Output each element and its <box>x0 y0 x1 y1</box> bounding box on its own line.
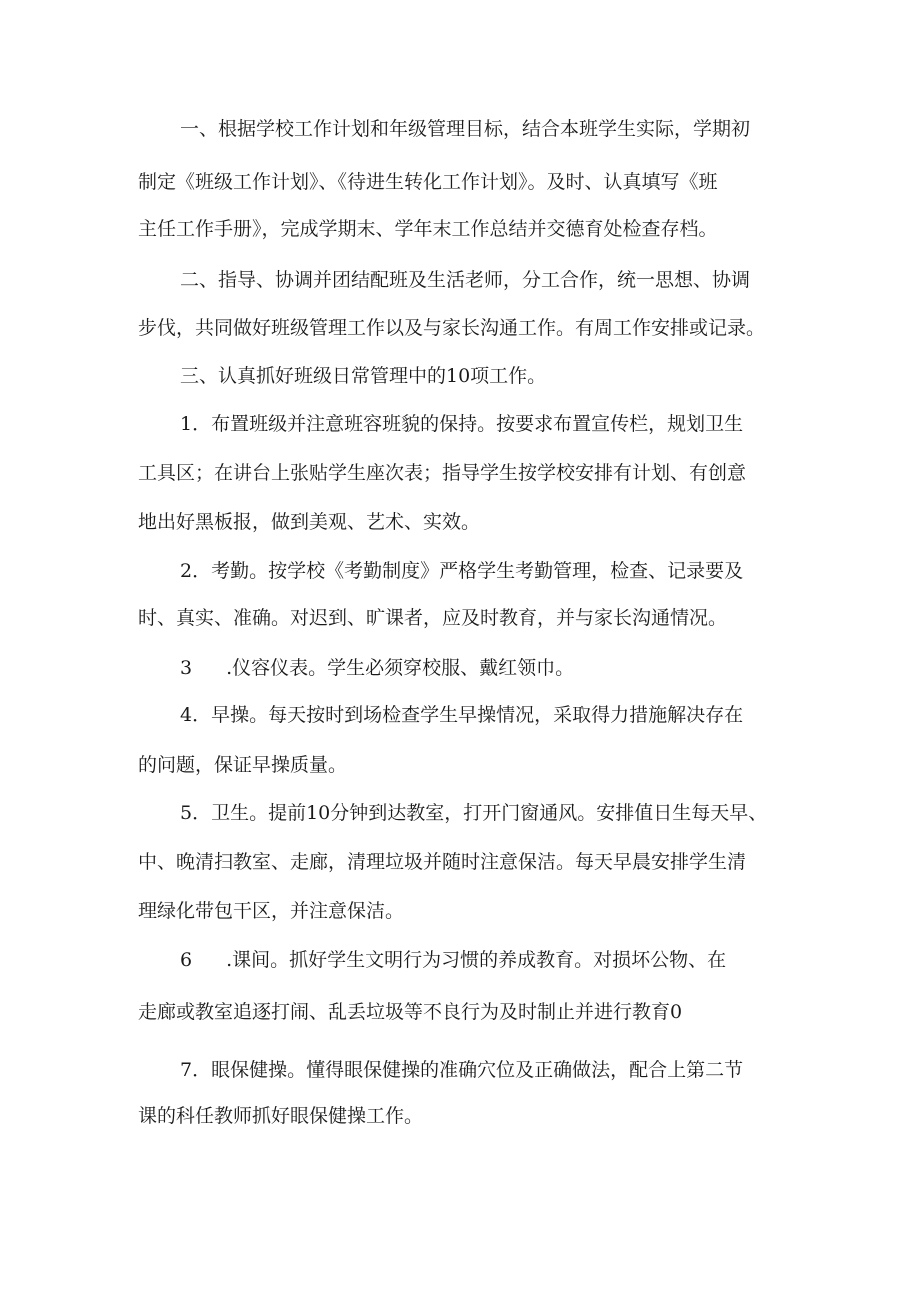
paragraph-line: 二、指导、协调并团结配班及生活老师，分工合作，统一思想、协调 <box>180 269 751 291</box>
paragraph-line: 三、认真抓好班级日常管理中的10项工作。 <box>180 365 547 387</box>
paragraph-line: 制定《班级工作计划》、《待进生转化工作计划》。及时、认真填写《班 <box>138 171 718 193</box>
paragraph-line: 工具区；在讲台上张贴学生座次表；指导学生按学校安排有计划、有创意 <box>138 462 747 484</box>
item-number: 3 <box>180 657 193 679</box>
paragraph-line: 5．卫生。提前10分钟到达教室，打开门窗通风。安排值日生每天早、 <box>180 802 768 824</box>
item-number: 6 <box>180 949 193 971</box>
item-text: .课间。抓好学生文明行为习惯的养成教育。对损坏公物、在 <box>226 949 727 971</box>
paragraph-line: 7．眼保健操。懂得眼保健操的准确穴位及正确做法，配合上第二节 <box>180 1059 744 1081</box>
paragraph-line: 理绿化带包干区，并注意保洁。 <box>138 900 405 922</box>
paragraph-line: 2．考勤。按学校《考勤制度》严格学生考勤管理，检查、记录要及 <box>180 560 744 582</box>
paragraph-line: 中、晚清扫教室、走廊，清理垃圾并随时注意保洁。每天早晨安排学生清 <box>138 851 747 873</box>
paragraph-line: 的问题，保证早操质量。 <box>138 754 348 776</box>
paragraph-line: 步伐，共同做好班级管理工作以及与家长沟通工作。有周工作安排或记录。 <box>138 317 766 339</box>
paragraph-line: 时、真实、准确。对迟到、旷课者，应及时教育，并与家长沟通情况。 <box>138 607 728 629</box>
paragraph-line: 走廊或教室追逐打闹、乱丢垃圾等不良行为及时制止并进行教育0 <box>138 1001 683 1023</box>
paragraph-line: 4．早操。每天按时到场检查学生早操情况，采取得力措施解决存在 <box>180 704 744 726</box>
paragraph-line: 1．布置班级并注意班容班貌的保持。按要求布置宣传栏，规划卫生 <box>180 413 744 435</box>
item-text: .仪容仪表。学生必须穿校服、戴红领巾。 <box>226 657 575 679</box>
paragraph-line: 一、根据学校工作计划和年级管理目标，结合本班学生实际，学期初 <box>180 118 751 140</box>
paragraph-line: 课的科任教师抓好眼保健操工作。 <box>138 1105 424 1127</box>
paragraph-line <box>180 948 726 972</box>
paragraph-line <box>180 656 574 680</box>
paragraph-line: 地出好黑板报，做到美观、艺术、实效。 <box>138 511 481 533</box>
paragraph-line: 主任工作手册》，完成学期末、学年末工作总结并交德育处检查存档。 <box>138 218 718 240</box>
